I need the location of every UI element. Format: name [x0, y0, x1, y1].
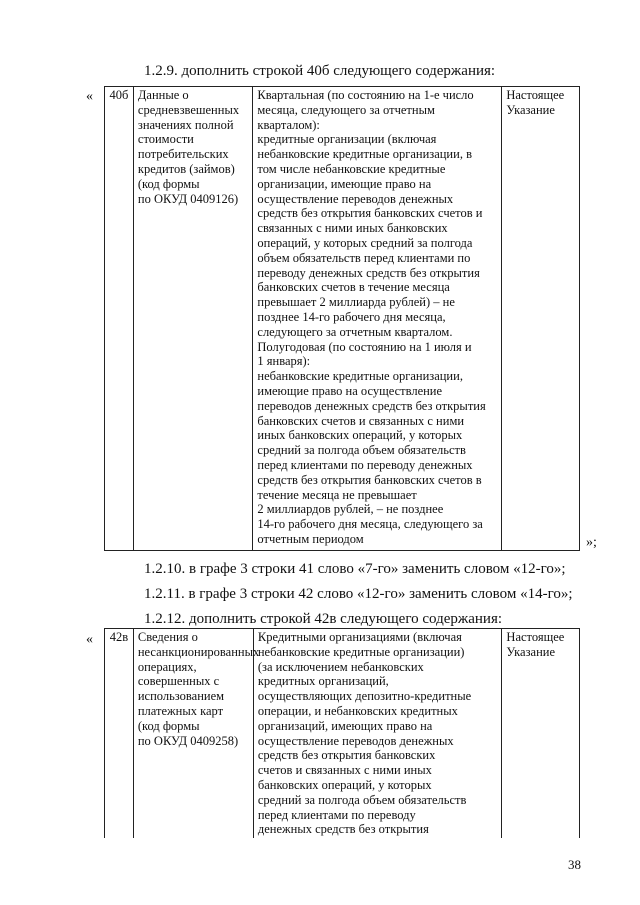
text-line: операции, и небанковских кредитных [257, 703, 458, 718]
text-line: Кредитными организациями (включая [257, 630, 462, 644]
basis-cell [502, 629, 579, 838]
text-line: банковских счетов в течение месяца [257, 280, 450, 295]
text-line: объем обязательств перед клиентами по [257, 250, 471, 265]
text-line: перед клиентами по переводу [257, 807, 416, 822]
text-line: небанковские кредитные организации, в [257, 147, 472, 162]
row-number: 40б [105, 87, 134, 550]
paragraph-1-2-9: 1.2.9. дополнить строкой 40б следующего содержания: [144, 63, 496, 79]
text-line: связанных с ними иных банковских [257, 221, 448, 236]
text-line: течение месяца не превышает [257, 487, 417, 502]
text-line: платежных карт [137, 703, 224, 718]
text-line: использованием [137, 689, 225, 704]
text-line: денежных средств без открытия [257, 822, 429, 837]
text-line: организации, имеющие право на [257, 176, 432, 191]
text-line: потребительских [137, 147, 229, 162]
deadline-cell [254, 629, 503, 838]
text-line: кредитов (займов) [137, 161, 235, 176]
paragraph-1-2-12: 1.2.12. дополнить строкой 42в следующего содержания: [144, 611, 503, 627]
text-line: том числе небанковские кредитные [257, 161, 446, 176]
text-line: превышает 2 миллиарда рублей) – не [257, 295, 455, 310]
row-number: 42в [105, 629, 134, 838]
text-line: значениях полной [137, 117, 234, 132]
text-line: операциях, [137, 659, 197, 674]
text-line: Полугодовая (по состоянию на 1 июля и [257, 339, 472, 354]
text-line: Указание [506, 102, 555, 117]
text-line: имеющие право на осуществление [257, 383, 443, 398]
text-line: осуществляющих депозитно-кредитные [257, 689, 472, 704]
text-line: совершенных с [137, 674, 220, 689]
open-quote: « [86, 89, 93, 104]
text-line: средств без открытия банковских счетов в [257, 472, 482, 487]
text-line: переводов денежных средств без открытия [257, 398, 486, 413]
text-line: средний за полгода объем обязательств [257, 443, 466, 458]
text-line: банковских операций, у которых [257, 777, 432, 792]
text-line: 2 миллиардов рублей, – не позднее [257, 502, 444, 517]
text-line: по ОКУД 0409258) [137, 733, 239, 748]
text-line: следующего за отчетным кварталом. [257, 324, 453, 339]
text-line: Квартальная (по состоянию на 1-е число [257, 88, 474, 102]
text-line: средств без открытия банковских [257, 748, 436, 763]
text-line: Данные о [137, 88, 189, 102]
report-name-cell [134, 87, 254, 550]
text-line: средневзвешенных [137, 102, 240, 117]
paragraph-1-2-11: 1.2.11. в графе 3 строки 42 слово «12-го» заменить словом «14-го»; [144, 586, 573, 602]
paragraph-1-2-10: 1.2.10. в графе 3 строки 41 слово «7-го» заменить словом «12-го»; [144, 561, 566, 577]
basis-cell [502, 87, 579, 550]
close-quote: »; [586, 535, 597, 550]
text-line: Настоящее [506, 630, 565, 644]
text-line: по ОКУД 0409126) [137, 191, 239, 206]
table-row-42v [104, 628, 580, 838]
text-line: иных банковских операций, у которых [257, 428, 463, 443]
text-line: кредитных организаций, [257, 674, 389, 689]
text-line: стоимости [137, 132, 194, 147]
text-line: небанковские кредитные организации) [257, 644, 465, 659]
text-line: операций, у которых средний за полгода [257, 235, 473, 250]
text-line: кредитные организации (включая [257, 132, 437, 147]
text-line: 1 января): [257, 354, 311, 369]
text-line: осуществление переводов денежных [257, 191, 454, 206]
text-line: позднее 14-го рабочего дня месяца, [257, 309, 446, 324]
text-line: перед клиентами по переводу денежных [257, 457, 473, 472]
text-line: 14-го рабочего дня месяца, следующего за [257, 517, 483, 532]
text-line: отчетным периодом [257, 531, 364, 546]
text-line: (код формы [137, 176, 200, 191]
open-quote-2: « [86, 632, 93, 647]
table-row-40b [104, 86, 580, 551]
text-line: месяца, следующего за отчетным [257, 102, 435, 117]
text-line: средств без открытия банковских счетов и [257, 206, 483, 221]
text-line: осуществление переводов денежных [257, 733, 454, 748]
text-line: банковских счетов и связанных с ними [257, 413, 465, 428]
text-line: Указание [506, 644, 556, 659]
text-line: счетов и связанных с ними иных [257, 763, 432, 778]
text-line: средний за полгода объем обязательств [257, 792, 467, 807]
text-line: Настоящее [506, 88, 565, 102]
page-number: 38 [568, 857, 581, 872]
text-line: (за исключением небанковских [257, 659, 424, 674]
text-line: небанковские кредитные организации, [257, 369, 463, 384]
text-line: (код формы [137, 718, 200, 733]
deadline-cell [253, 87, 502, 550]
text-line: несанкционированных [137, 644, 260, 659]
text-line: организаций, имеющих право на [257, 718, 433, 733]
text-line: Сведения о [137, 630, 198, 644]
report-name-cell [134, 629, 260, 838]
text-line: переводу денежных средств без открытия [257, 265, 480, 280]
text-line: кварталом): [257, 117, 320, 132]
